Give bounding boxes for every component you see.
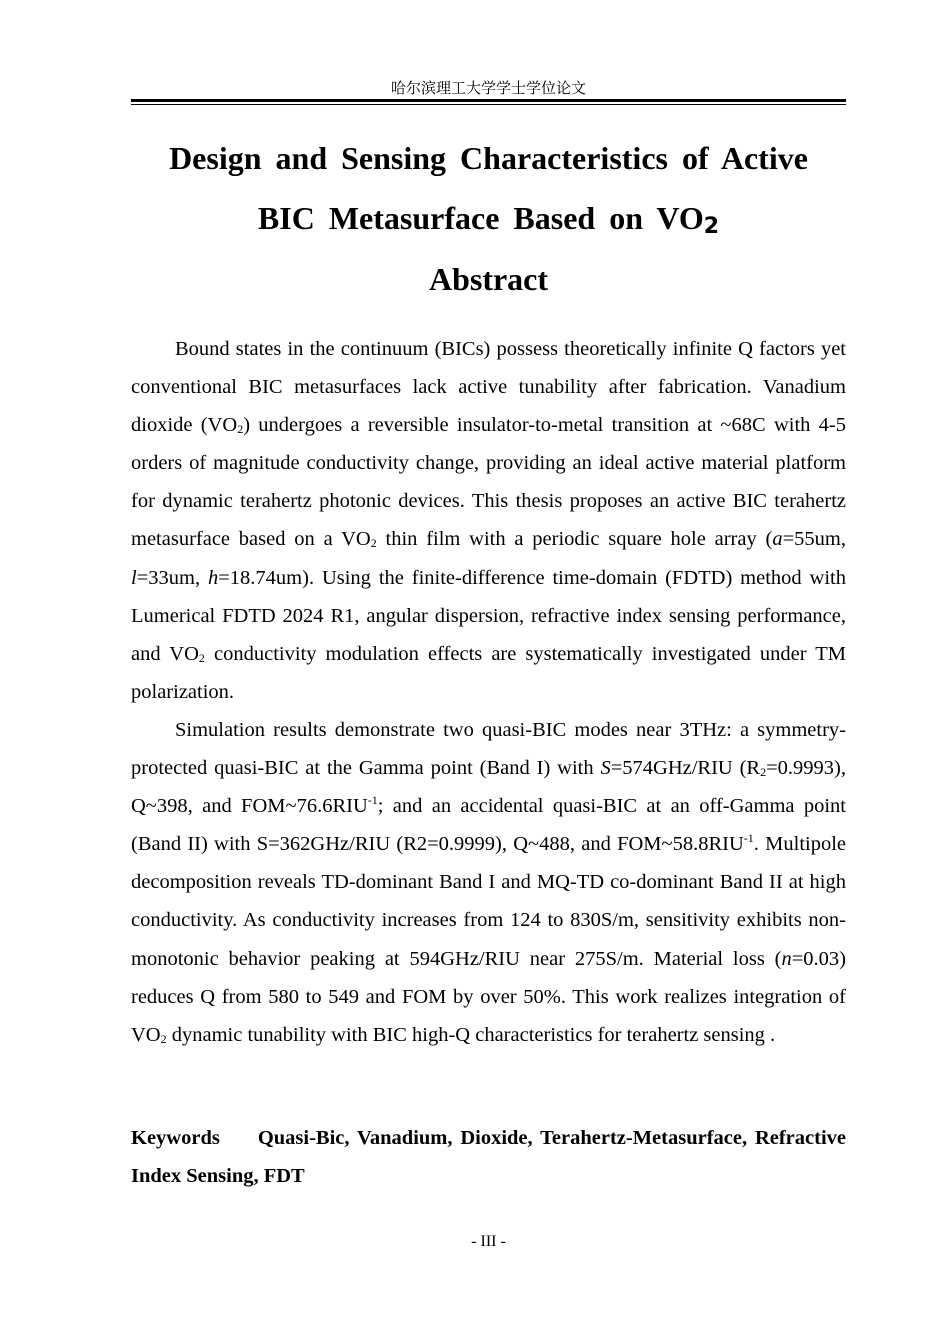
text-run: Simulation results demonstrate two quasi-BIC modes near 3THz: a symmetry-protected quasi-BIC at the Gamma point (Band I) with bbox=[131, 718, 846, 780]
italic-variable: h bbox=[207, 566, 219, 589]
thesis-title bbox=[131, 128, 846, 257]
subscript: 2 bbox=[370, 536, 377, 551]
superscript: -1 bbox=[743, 831, 754, 846]
italic-variable: S bbox=[600, 757, 611, 780]
text-run: ; and an accidental quasi-BIC at an off-Gamma point (Band II) with S=362GHz/RIU (R2=0.9999), Q~488, and FOM~58.8RIU bbox=[131, 795, 846, 856]
text-run: =18.74um). Using the finite-difference time-domain (FDTD) method with Lumerical FDTD 2024 R1, angular dispersion, refractive index sensing performance, and VO bbox=[131, 566, 846, 665]
keywords-text: Quasi-Bic, Vanadium, Dioxide, Terahertz-Metasurface, Refractive Index Sensing, FDT bbox=[131, 1127, 846, 1187]
title-line-2-text: BIC Metasurface Based on VO bbox=[257, 200, 704, 236]
text-run: conductivity modulation effects are systematically investigated under TM polarization. bbox=[131, 642, 847, 703]
italic-variable: n bbox=[781, 947, 792, 970]
text-run: dynamic tunability with BIC high-Q characteristics for terahertz sensing . bbox=[166, 1023, 776, 1046]
text-run: Bound states in the continuum (BICs) possess theoretically infinite Q factors yet conventional BIC metasurfaces lack active tunability after fabrication. Vanadium dioxide (VO bbox=[131, 338, 846, 437]
subscript: 2 bbox=[760, 765, 767, 780]
abstract-body bbox=[131, 330, 846, 1054]
superscript: -1 bbox=[367, 793, 378, 808]
title-subscript: 2 bbox=[703, 214, 720, 239]
subscript: 2 bbox=[160, 1031, 167, 1046]
text-run: =0.9993), Q~398, and FOM~76.6RIU bbox=[131, 757, 847, 818]
title-line-2 bbox=[131, 188, 846, 257]
text-run: =574GHz/RIU (R bbox=[610, 757, 761, 780]
text-run: =55um, bbox=[782, 528, 846, 551]
text-run: thin film with a periodic square hole array ( bbox=[376, 528, 773, 551]
abstract-paragraph-2 bbox=[131, 711, 846, 1054]
subscript: 2 bbox=[198, 650, 205, 665]
header-rule-thin bbox=[131, 104, 846, 105]
italic-variable: a bbox=[772, 528, 783, 551]
text-run: =33um, bbox=[136, 566, 208, 589]
text-run: . Multipole decomposition reveals TD-dominant Band I and MQ-TD co-dominant Band II at high conductivity. As conductivity increases from 124 to 830S/m, sensitivity exhibits non-monotonic behavior peaking at 594GHz/RIU near 275S/m. Material loss ( bbox=[131, 833, 847, 970]
keywords bbox=[131, 1119, 846, 1195]
text-run: ) undergoes a reversible insulator-to-metal transition at ~68C with 4-5 orders of magnitude conductivity change, providing an ideal active material platform for dynamic terahertz photonic devices. This thesis proposes an active BIC terahertz metasurface based on a VO bbox=[131, 414, 846, 551]
abstract-paragraph-1 bbox=[131, 330, 846, 711]
abstract-heading: Abstract bbox=[428, 261, 549, 297]
page-number: - III - bbox=[471, 1233, 506, 1250]
title-line-1: Design and Sensing Characteristics of Active bbox=[169, 140, 808, 176]
text-run: =0.03) reduces Q from 580 to 549 and FOM by over 50%. This work realizes integration of VO bbox=[131, 947, 846, 1046]
header-rule-thick bbox=[131, 99, 846, 102]
subscript: 2 bbox=[237, 422, 244, 437]
keywords-label: Keywords bbox=[131, 1127, 220, 1149]
running-header: 哈尔滨理工大学学士学位论文 bbox=[390, 79, 586, 97]
italic-variable: l bbox=[131, 566, 137, 589]
